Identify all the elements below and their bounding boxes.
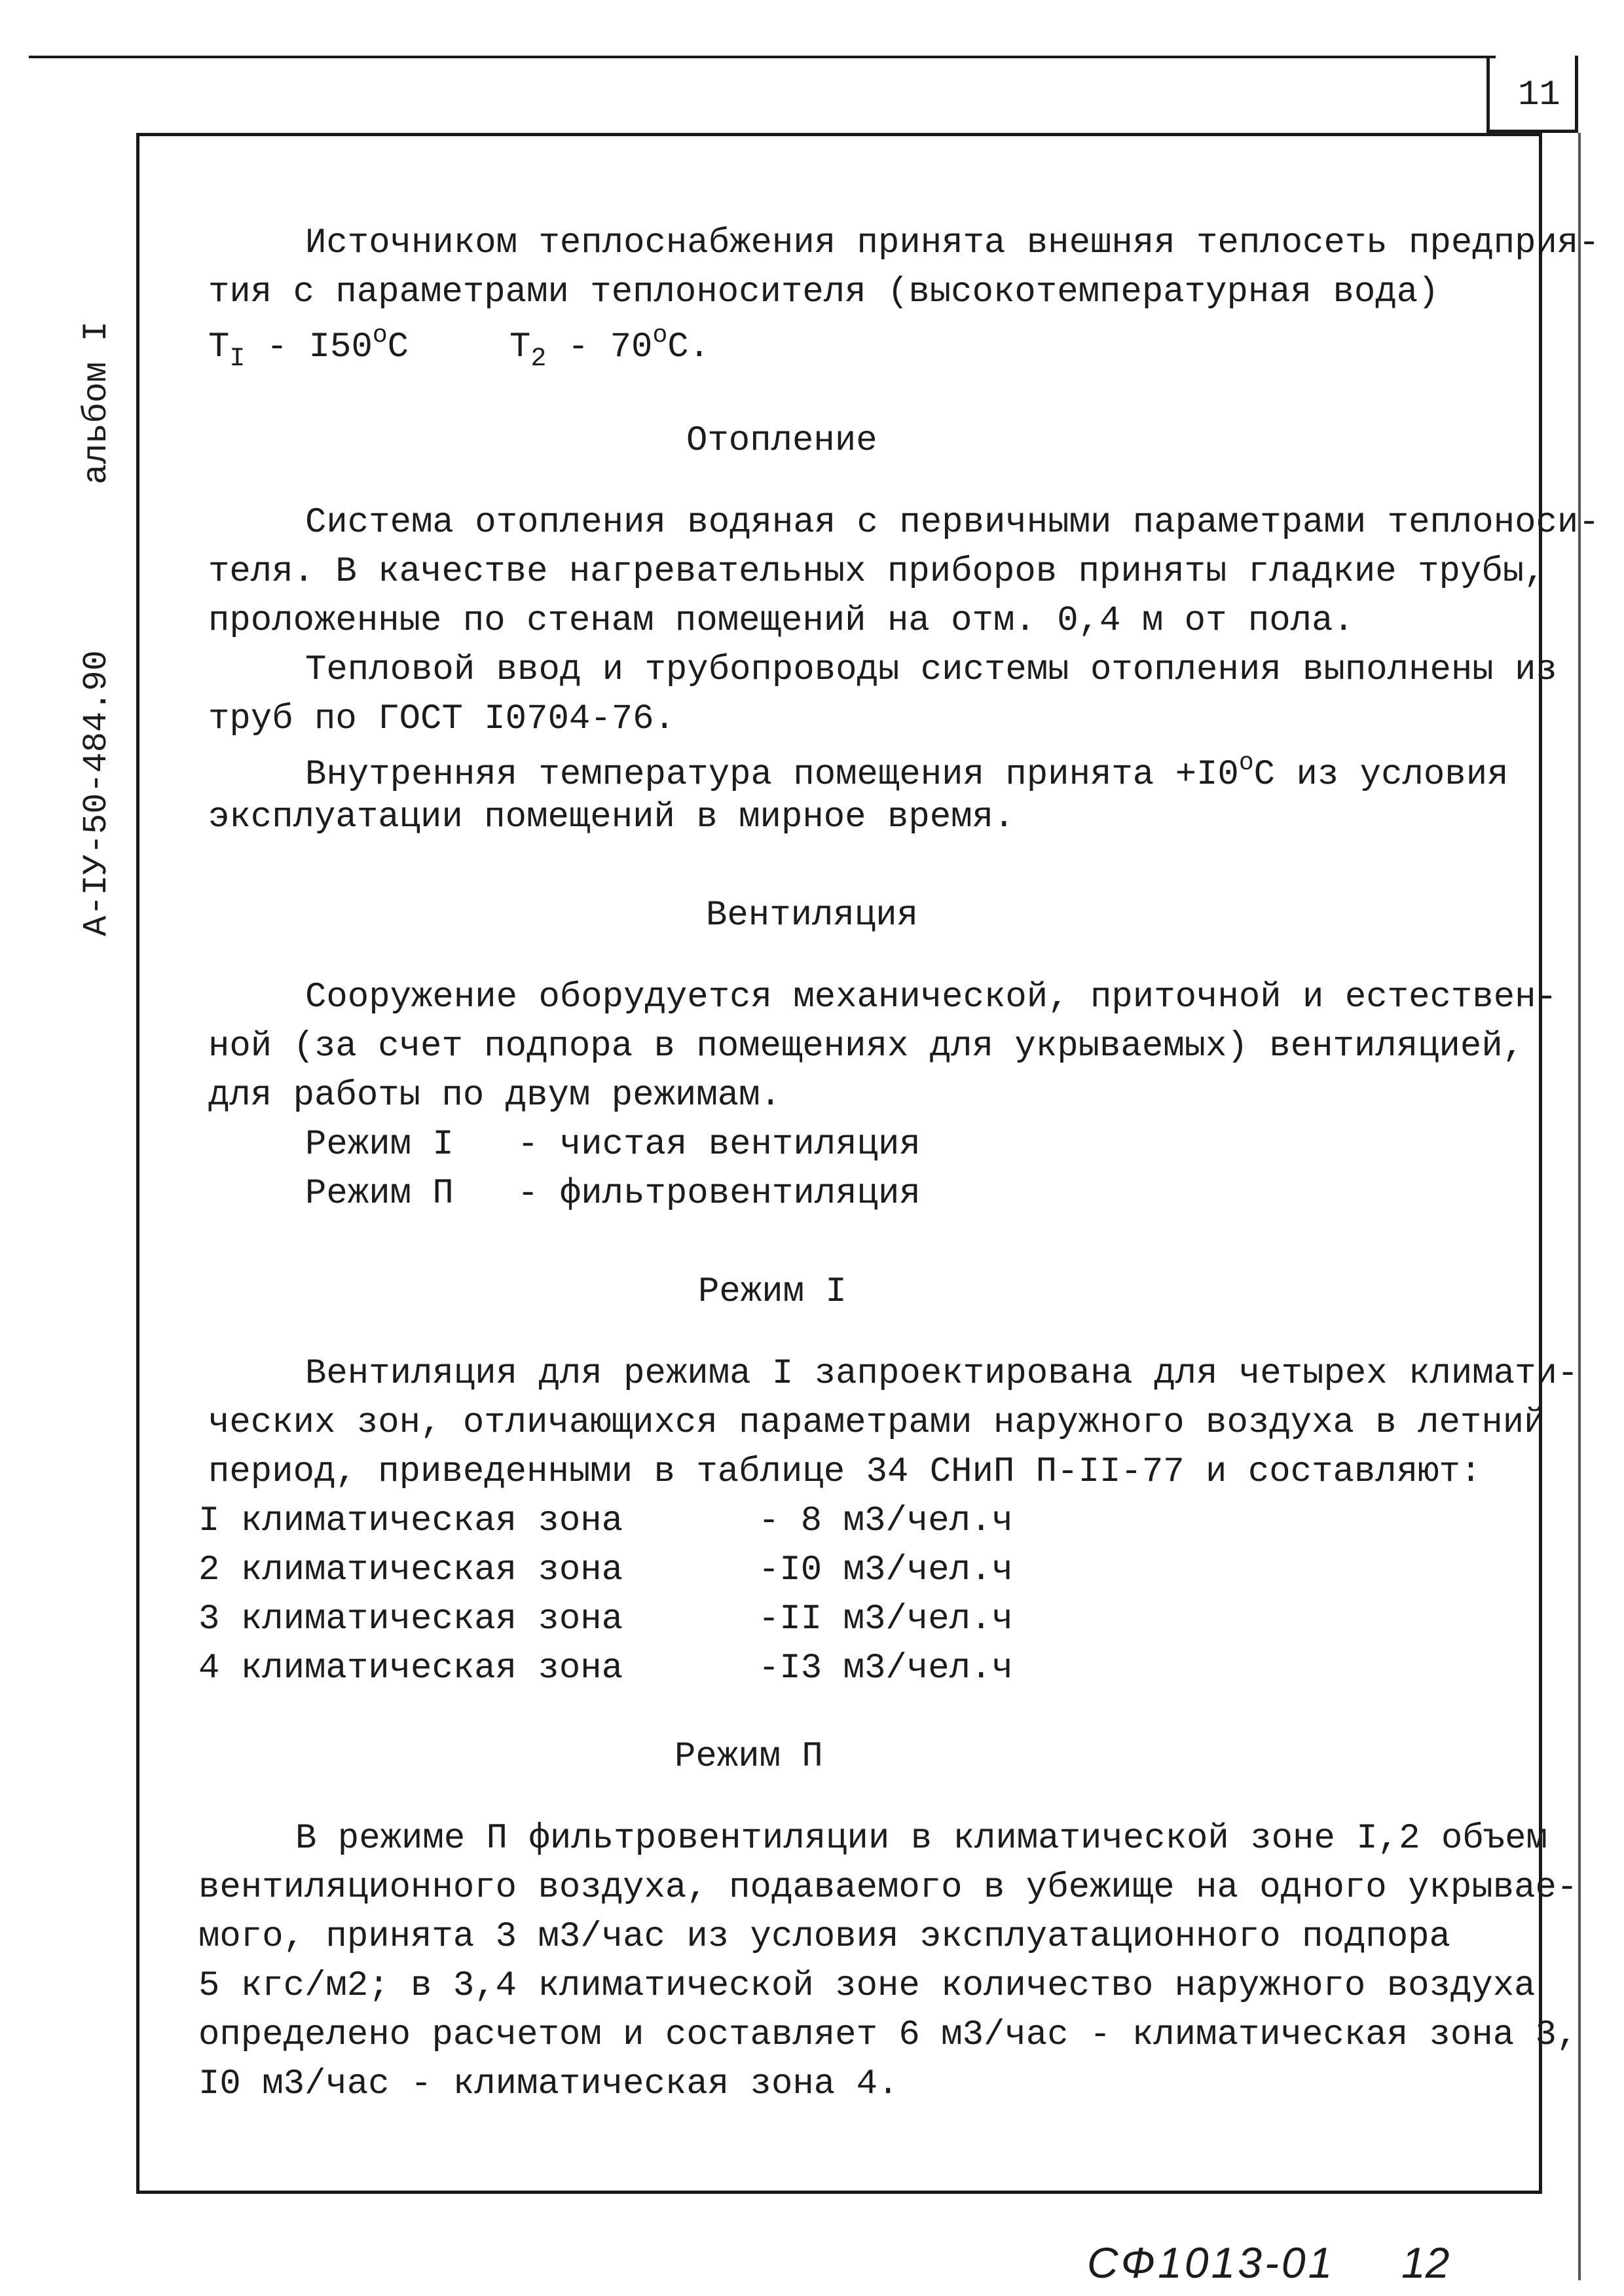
temperature-t1 [208,323,409,373]
zone-value: -I3 м3/чел.ч [758,1649,1013,1688]
t2-degree: о [652,321,668,350]
heating-p3-text-a: Внутренняя температура помещения принята +I0 [305,755,1239,795]
heading-mode-two: Режим П [674,1737,823,1777]
ventilation-line-3: для работы по двум режимам. [208,1076,781,1116]
t2-value: - 70 [546,327,653,367]
top-rule [29,56,1496,58]
ventilation-mode-1: Режим I - чистая вентиляция [305,1125,921,1165]
heating-p3-degree: о [1238,749,1254,777]
mode-two-line-4: 5 кгс/м2; в 3,4 климатической зоне количество наружного воздуха [198,1966,1536,2006]
zone-value: -II м3/чел.ч [758,1599,1013,1639]
mode-one-line-3: период, приведенными в таблице 34 СНиП П-II-77 и составляют: [208,1452,1482,1492]
heating-p3-line-1 [305,751,1509,793]
zone-name: I климатическая зона [198,1501,623,1541]
ventilation-mode-2: Режим П - фильтровентиляция [305,1174,921,1214]
mode-two-line-1: В режиме П фильтровентиляции в климатической зоне I,2 объем [295,1819,1547,1859]
right-edge-rule [1578,133,1581,2280]
heating-p1-line-1: Система отопления водяная с первичными параметрами теплоноси- [305,503,1600,543]
ventilation-line-2: ной (за счет подпора в помещениях для укрываемых) вентиляцией, [208,1027,1524,1066]
temperature-t2 [509,323,710,373]
heating-p2-line-1: Тепловой ввод и трубопроводы системы отопления выполнены из [305,650,1557,690]
t2-letter: Т [509,327,531,367]
mode-two-line-3: мого, принята 3 м3/час из условия эксплуатационного подпора [198,1917,1450,1957]
t2-subscript: 2 [530,344,547,374]
page-number: 11 [1518,75,1560,115]
side-label-album: альбом I [77,321,116,484]
heating-p1-line-2: теля. В качестве нагревательных приборов приняты гладкие трубы, [208,552,1545,592]
intro-line-2: тия с параметрами теплоносителя (высокотемпературная вода) [208,272,1439,312]
heading-mode-one: Режим I [698,1272,847,1312]
t1-value: - I50 [245,327,373,367]
heating-p2-line-2: труб по ГОСТ I0704-76. [208,699,675,739]
zone-name: 2 климатическая зона [198,1550,623,1590]
heating-p3-line-2: эксплуатации помещений в мирное время. [208,797,1015,837]
mode-one-line-1: Вентиляция для режима I запроектирована для четырех климати- [305,1354,1579,1394]
t1-subscript: I [229,344,246,374]
heating-p3-text-b: С из условия [1253,755,1509,795]
sheet-number-stamp: 12 [1401,2238,1450,2287]
zone-value: -I0 м3/чел.ч [758,1550,1013,1590]
mode-two-line-6: I0 м3/час - климатическая зона 4. [198,2064,899,2104]
ventilation-line-1: Сооружение оборудуется механической, приточной и естествен- [305,977,1557,1017]
mode-one-line-2: ческих зон, отличающихся параметрами наружного воздуха в летний [208,1403,1545,1443]
zone-name: 4 климатическая зона [198,1649,623,1688]
zone-name: 3 климатическая зона [198,1599,623,1639]
document-code-stamp: СФ1013-01 [1087,2238,1335,2287]
intro-line-1: Источником теплоснабжения принята внешняя теплосеть предприя- [305,223,1600,263]
heating-p1-line-3: проложенные по стенам помещений на отм. 0,4 м от пола. [208,601,1354,641]
zone-value: - 8 м3/чел.ч [758,1501,1013,1541]
mode-two-line-5: определено расчетом и составляет 6 м3/час - климатическая зона 3, [198,2015,1578,2055]
t1-degree: о [372,321,388,350]
t1-unit: С [387,327,409,367]
t1-letter: Т [208,327,230,367]
heading-ventilation: Вентиляция [706,896,919,936]
mode-two-line-2: вентиляционного воздуха, подаваемого в убежище на одного укрывае- [198,1868,1578,1908]
side-label-code: А-IУ-50-484.90 [77,650,116,936]
t2-unit: С. [667,327,710,367]
heading-heating: Отопление [686,421,877,461]
